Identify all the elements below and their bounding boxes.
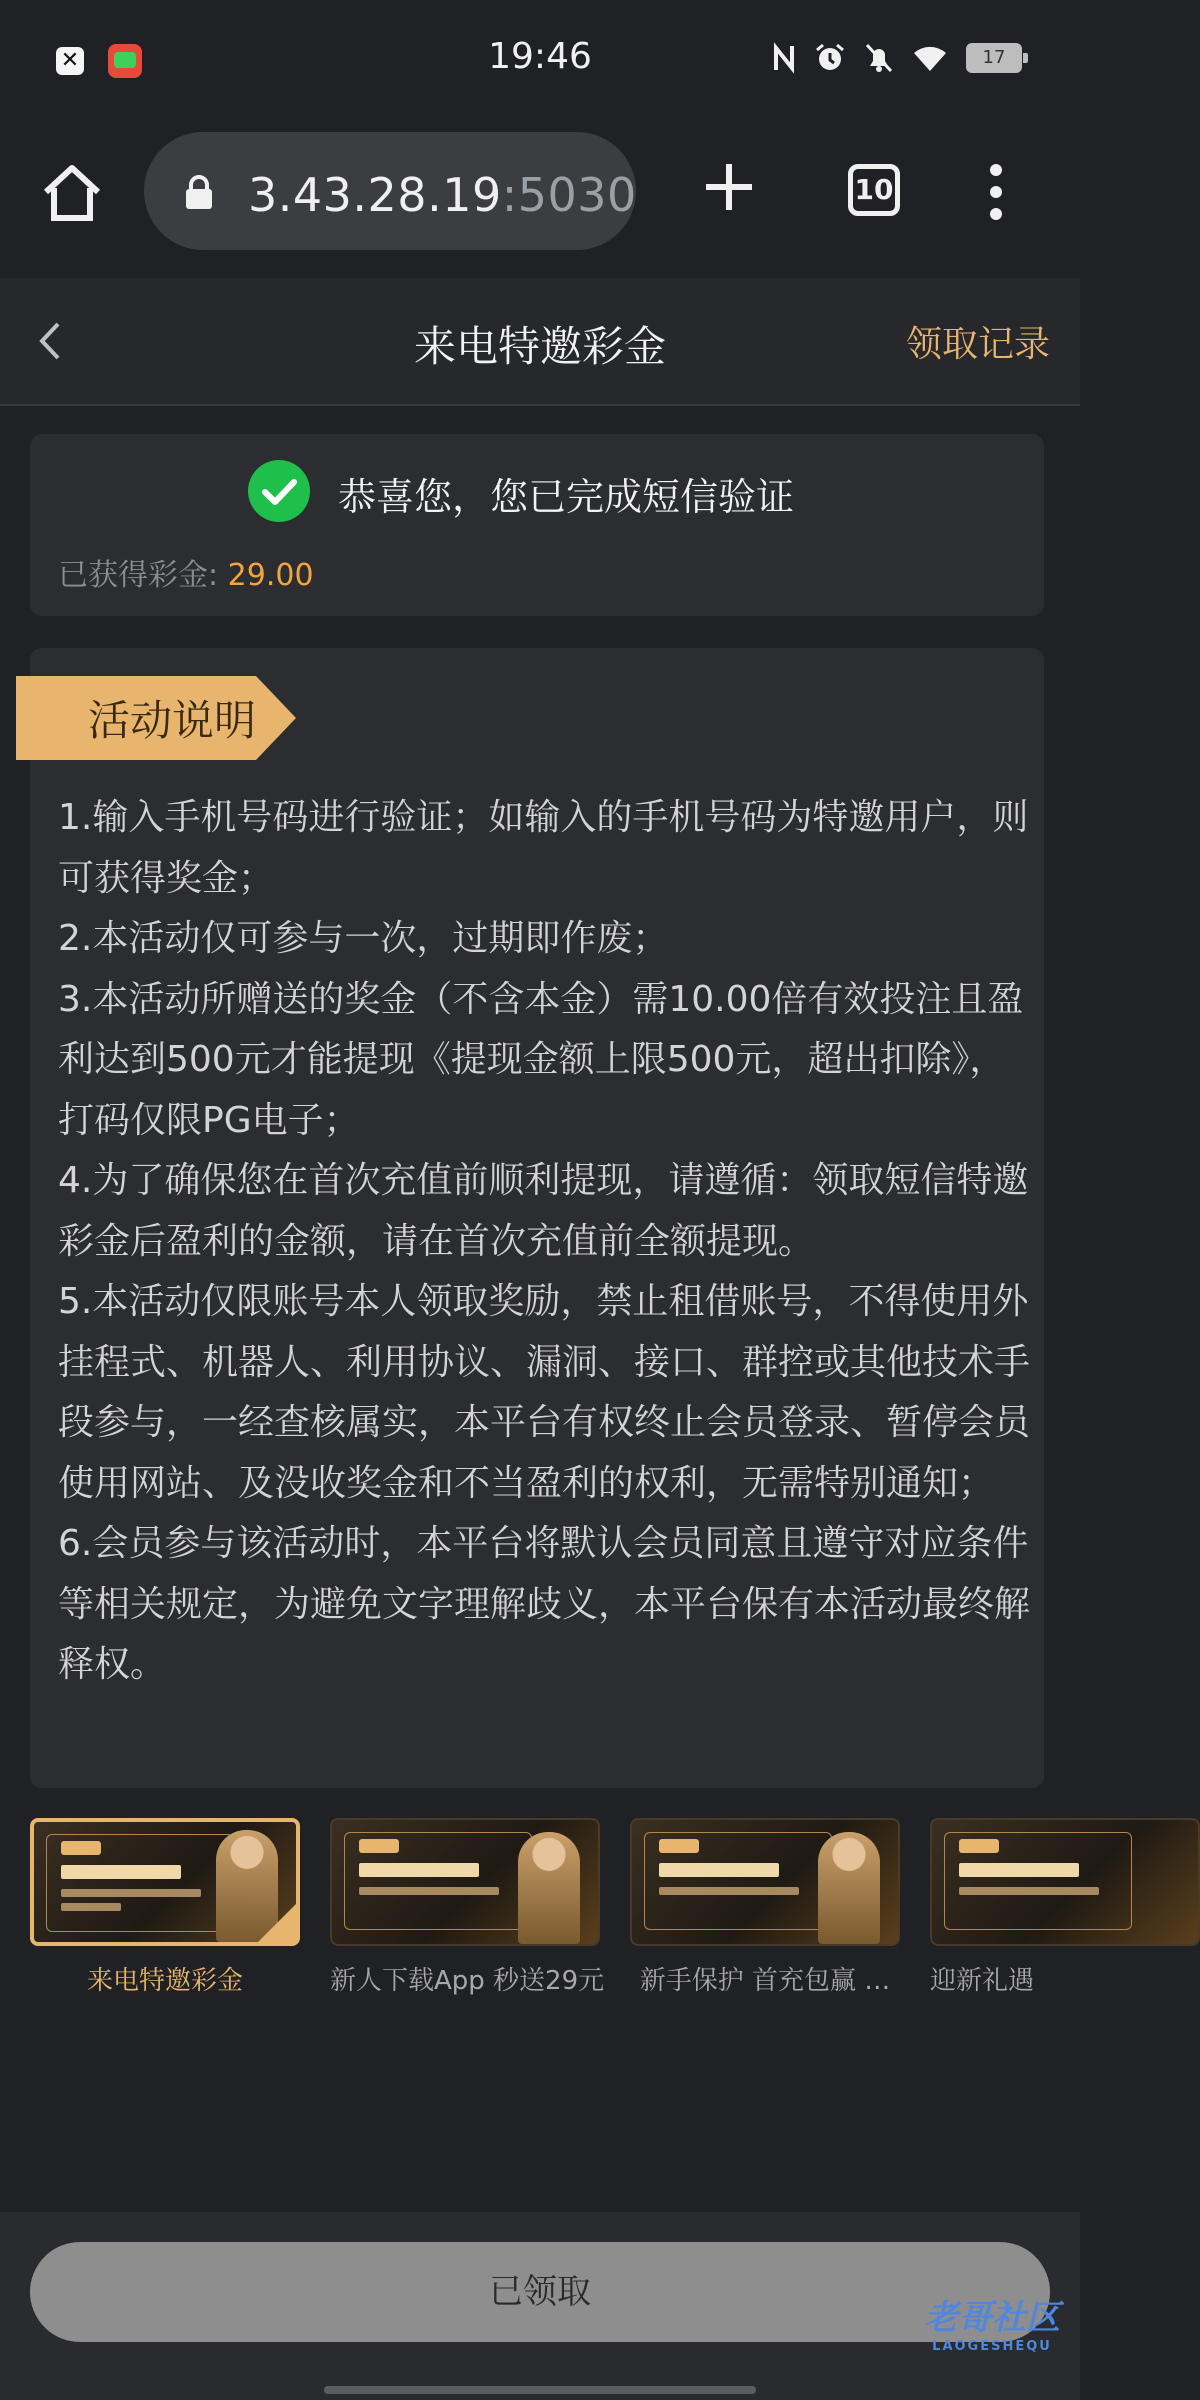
alarm-icon — [814, 42, 846, 74]
claimed-button[interactable]: 已领取 — [30, 2242, 1050, 2342]
promo-label[interactable]: 新手保护 首充包赢 … — [639, 1966, 891, 1996]
address-bar[interactable] — [144, 132, 636, 250]
status-time: 19:46 — [488, 36, 592, 77]
page-title: 来电特邀彩金 — [413, 322, 666, 371]
battery-icon: 17 — [966, 43, 1022, 73]
tab-switcher-button[interactable]: 10 — [848, 164, 900, 216]
bottom-bar — [0, 2212, 1080, 2400]
activity-description-card — [30, 648, 1044, 1788]
system-icons — [772, 42, 1022, 74]
rule-item: 3.本活动所赠送的奖金（不含本金）需10.00倍有效投注且盈利达到500元才能提现《提现金额上限500元，超出扣除》，打码仅限PG电子； — [58, 978, 1024, 1141]
promo-label[interactable]: 来电特邀彩金 — [86, 1966, 243, 1996]
promo-thumbnail[interactable] — [30, 1818, 330, 1946]
page-header — [0, 278, 1080, 406]
lock-icon — [184, 174, 214, 210]
x-app-icon: ✕ — [56, 47, 84, 75]
promo-thumbnail[interactable] — [930, 1818, 1200, 1946]
url-text[interactable]: 3.43.28.19:5030 — [248, 168, 637, 222]
rule-item: 4.为了确保您在首次充值前顺利提现，请遵循：领取短信特邀彩金后盈利的金额，请在首次充值前全额提现。 — [58, 1160, 1029, 1262]
verification-card — [30, 434, 1044, 616]
promo-thumbnail[interactable] — [630, 1818, 900, 1946]
bonus-label: 已获得彩金: — [58, 558, 219, 593]
rule-item: 5.本活动仅限账号本人领取奖励，禁止租借账号，不得使用外挂程式、机器人、利用协议、漏洞、接口、群控或其他技术手段参与，一经查核属实，本平台有权终止会员登录、暂停会员使用网站、及没收奖金和不当盈利的权利，无需特别通知； — [58, 1281, 1031, 1504]
rule-item: 6.会员参与该活动时，本平台将默认会员同意且遵守对应条件等相关规定，为避免文字理解歧义，本平台保有本活动最终解释权。 — [58, 1523, 1031, 1685]
success-check-icon — [248, 460, 310, 522]
promo-item[interactable] — [930, 1818, 1200, 1997]
status-bar — [0, 0, 1080, 120]
rules-list — [58, 788, 1033, 1696]
rule-item: 1.输入手机号码进行验证；如输入的手机号码为特邀用户，则可获得奖金； — [58, 797, 1029, 899]
selected-check-icon: ✓ — [258, 1904, 296, 1942]
rule-item: 2.本活动仅可参与一次，过期即作废； — [58, 918, 669, 959]
promo-label[interactable]: 新人下载App 秒送29元 — [330, 1966, 605, 1996]
nfc-icon — [772, 42, 796, 74]
promo-item[interactable] — [630, 1818, 900, 1997]
promo-item[interactable] — [30, 1818, 330, 1997]
promo-item[interactable] — [330, 1818, 605, 1997]
watermark-logo: 老哥社区 LAOGESHEQU — [924, 2298, 1060, 2354]
more-menu-icon[interactable] — [986, 162, 1006, 222]
promotion-carousel[interactable] — [30, 1818, 1044, 1998]
gesture-bar[interactable] — [324, 2386, 756, 2394]
wifi-icon — [912, 43, 948, 73]
mute-icon — [864, 42, 894, 74]
section-title: 活动说明 — [88, 696, 257, 745]
promo-label[interactable]: 迎新礼遇 — [930, 1966, 1035, 1996]
verification-message: 恭喜您，您已完成短信验证 — [338, 475, 795, 519]
home-icon[interactable] — [36, 158, 108, 230]
claim-history-link[interactable]: 领取记录 — [905, 324, 1050, 365]
bonus-row — [58, 550, 314, 594]
new-tab-icon[interactable] — [702, 160, 756, 214]
promo-thumbnail[interactable] — [330, 1818, 600, 1946]
bonus-value: 29.00 — [227, 558, 314, 593]
browser-toolbar — [0, 120, 1080, 278]
